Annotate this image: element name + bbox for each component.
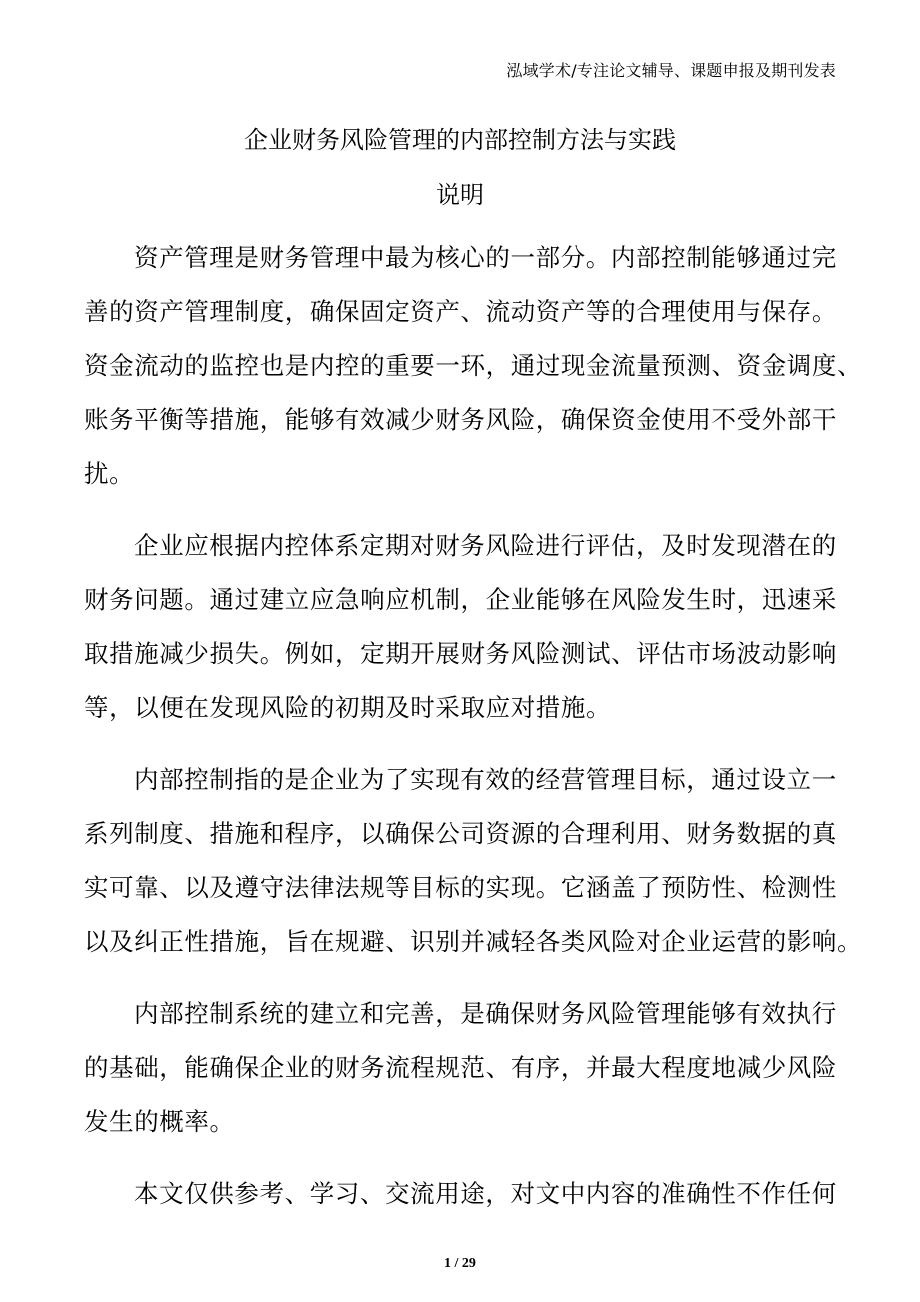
- paragraph-line: 系列制度、措施和程序，以确保公司资源的合理利用、财务数据的真: [84, 819, 837, 848]
- page-number: 1 / 29: [444, 1256, 476, 1271]
- paragraph-line: 资产管理是财务管理中最为核心的一部分。内部控制能够通过完: [134, 243, 837, 272]
- paragraph-line: 等，以便在发现风险的初期及时采取应对措施。: [84, 693, 612, 722]
- paragraph-line: 善的资产管理制度，确保固定资产、流动资产等的合理使用与保存。: [84, 297, 837, 326]
- paragraph-line: 资金流动的监控也是内控的重要一环，通过现金流量预测、资金调度、: [84, 351, 863, 380]
- paragraph-control-system: [84, 987, 860, 1149]
- paragraph-line: 内部控制指的是企业为了实现有效的经营管理目标，通过设立一: [134, 765, 837, 794]
- paragraph-line: 财务问题。通过建立应急响应机制，企业能够在风险发生时，迅速采: [84, 585, 837, 614]
- section-title: 说明: [436, 181, 484, 209]
- paragraph-line: 以及纠正性措施，旨在规避、识别并减轻各类风险对企业运营的影响。: [84, 927, 863, 956]
- paragraph-risk-assessment: [84, 519, 860, 735]
- paragraph-line: 扰。: [84, 459, 135, 488]
- paragraph-disclaimer: [84, 1167, 860, 1221]
- paragraph-line: 企业应根据内控体系定期对财务风险进行评估，及时发现潜在的: [134, 531, 837, 560]
- paragraph-line: 本文仅供参考、学习、交流用途，对文中内容的准确性不作任何: [134, 1179, 837, 1208]
- paragraph-line: 实可靠、以及遵守法律法规等目标的实现。它涵盖了预防性、检测性: [84, 873, 837, 902]
- paragraph-line: 账务平衡等措施，能够有效减少财务风险，确保资金使用不受外部干: [84, 405, 837, 434]
- paragraph-line: 的基础，能确保企业的财务流程规范、有序，并最大程度地减少风险: [84, 1053, 837, 1082]
- document-body: [84, 231, 863, 1239]
- paragraph-line: 取措施减少损失。例如，定期开展财务风险测试、评估市场波动影响: [84, 639, 837, 668]
- document-title: 企业财务风险管理的内部控制方法与实践: [244, 126, 676, 154]
- paragraph-line: 发生的概率。: [84, 1107, 235, 1136]
- paragraph-asset-management: [84, 231, 863, 501]
- paragraph-internal-control-definition: [84, 753, 863, 969]
- header-note: 泓域学术/专注论文辅导、课题申报及期刊发表: [506, 61, 836, 80]
- paragraph-line: 内部控制系统的建立和完善，是确保财务风险管理能够有效执行: [134, 999, 837, 1028]
